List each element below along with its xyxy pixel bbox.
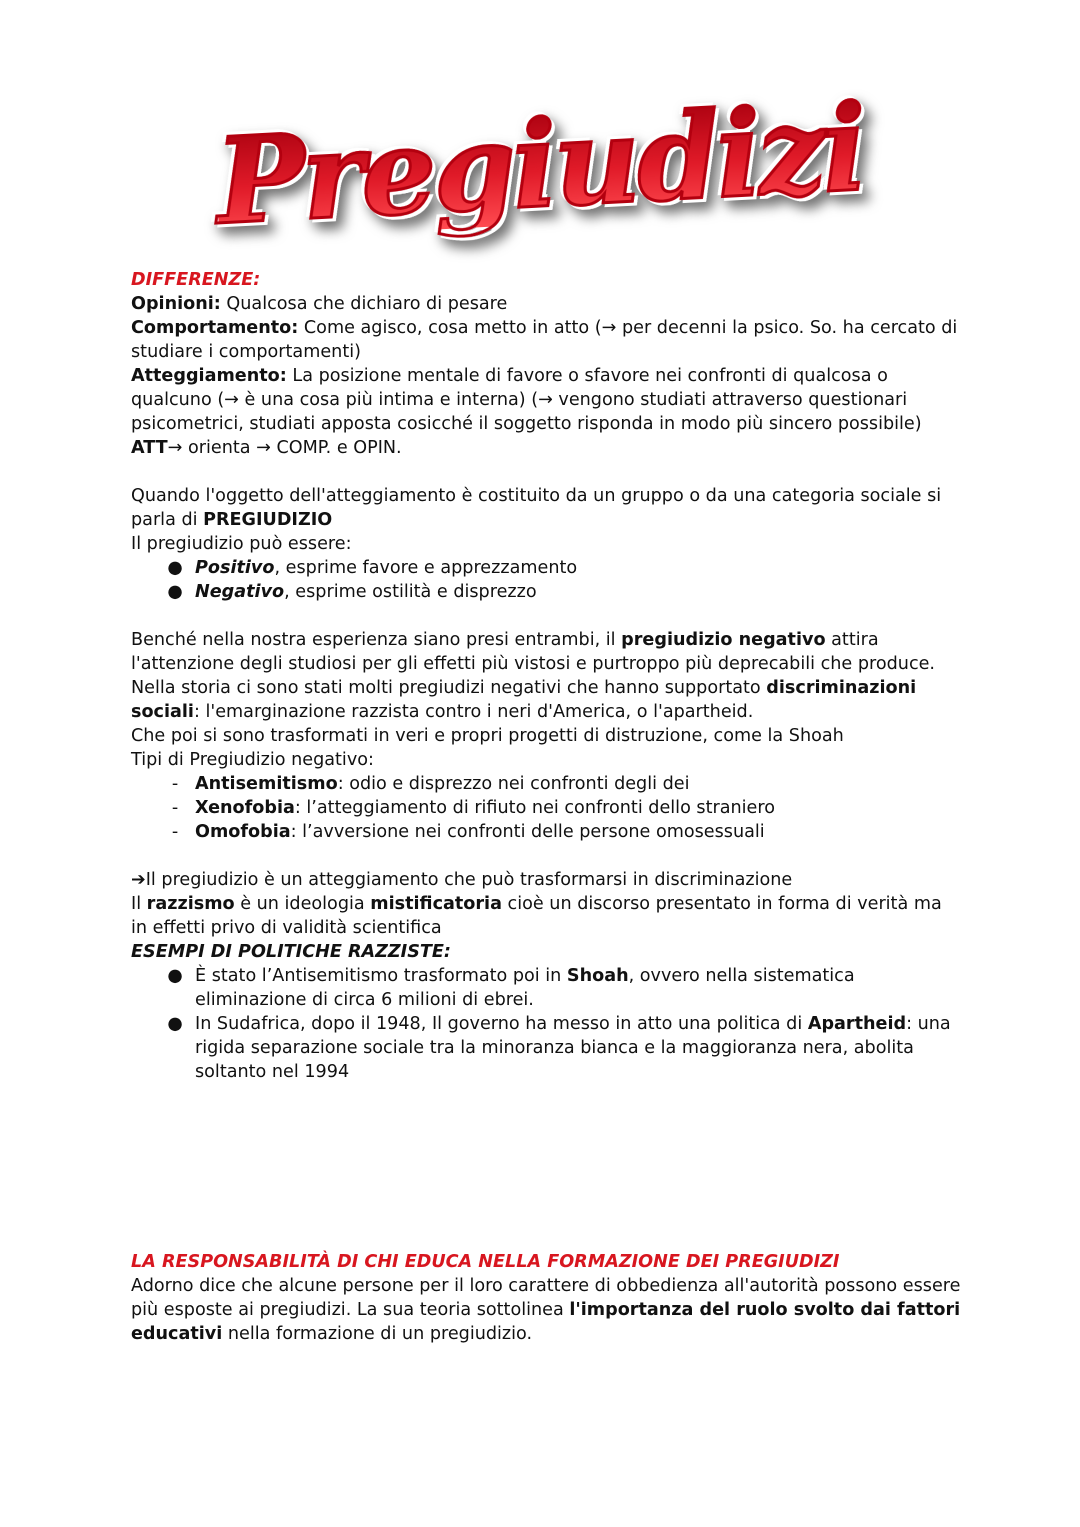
document-body (131, 268, 961, 1084)
term-mistificatoria: mistificatoria (370, 894, 502, 914)
term-shoah: Shoah (566, 966, 629, 986)
list-item (167, 964, 961, 1012)
item-text: : odio e disprezzo nei confronti degli dei (337, 774, 690, 794)
term-opinioni: Opinioni: (131, 294, 221, 314)
examples-list (131, 964, 961, 1084)
dash-icon: - (171, 822, 179, 842)
term-pregiudizio-negativo: pregiudizio negativo (621, 630, 826, 650)
text-comportamento: Come agisco, cosa metto in atto (→ per decenni la psico. So. ha cercato di studiare i comportamenti) (131, 318, 958, 362)
item-text: È stato l’Antisemitismo trasformato poi in (195, 966, 567, 986)
text-fragment: è un ideologia (234, 894, 371, 914)
razzismo-intro: ➔Il pregiudizio è un atteggiamento che può trasformarsi in discriminazione (131, 870, 793, 890)
item-text: , esprime favore e apprezzamento (274, 558, 578, 578)
term-att: ATT (131, 438, 168, 458)
text-fragment: Il (131, 894, 147, 914)
item-text: In Sudafrica, dopo il 1948, Il governo ha messo in atto una politica di (195, 1014, 808, 1034)
list-item (171, 796, 961, 820)
term-xenofobia: Xenofobia (195, 798, 295, 818)
text-fragment: Adorno dice che alcune persone per il loro carattere di obbedienza all'autorità possono essere più esposte ai pregiudizi. La sua teoria sottolinea (131, 1276, 961, 1320)
pregiudizio-types-list (131, 556, 961, 604)
term-positivo: Positivo (195, 558, 275, 578)
text-fragment: attira l'attenzione degli studiosi per gli effetti più vistosi e purtroppo più deprecabili che produce. Nella storia ci sono stati molti pregiudizi negativi che hanno supportato (131, 630, 936, 698)
item-text: , esprime ostilità e disprezzo (284, 582, 537, 602)
item-text: , ovvero nella sistematica eliminazione di circa 6 milioni di ebrei. (195, 966, 855, 1010)
list-item (171, 772, 961, 796)
att-summary (131, 436, 961, 460)
paragraph-negativo (131, 628, 961, 724)
item-text: : una rigida separazione sociale tra la minoranza bianca e la maggioranza nera, abolita soltanto nel 1994 (195, 1014, 951, 1082)
def-comportamento (131, 316, 961, 364)
heading-differenze: DIFFERENZE: (131, 270, 261, 290)
page-title: Pregiudizi (212, 78, 868, 251)
text-opinioni: Qualcosa che dichiaro di pesare (220, 294, 508, 314)
text-att: → orienta → COMP. e OPIN. (167, 438, 402, 458)
heading-esempi: ESEMPI DI POLITICHE RAZZISTE: (131, 942, 451, 962)
heading-responsabilita: LA RESPONSABILITÀ DI CHI EDUCA NELLA FORMAZIONE DEI PREGIUDIZI (131, 1252, 840, 1272)
dash-icon: - (171, 798, 179, 818)
text-fragment: nella formazione di un pregiudizio. (222, 1324, 533, 1344)
term-negativo: Negativo (195, 582, 285, 602)
definition-text: Quando l'oggetto dell'atteggiamento è costituito da un gruppo o da una categoria sociale si parla di (131, 486, 942, 530)
list-item (167, 580, 961, 604)
types-intro: Tipi di Pregiudizio negativo: (131, 750, 374, 770)
section-razzismo (131, 868, 961, 1084)
list-item (171, 820, 961, 844)
term-omofobia: Omofobia (195, 822, 291, 842)
term-pregiudizio: PREGIUDIZIO (203, 510, 333, 530)
paragraph-shoah: Che poi si sono trasformati in veri e propri progetti di distruzione, come la Shoah (131, 726, 844, 746)
term-comportamento: Comportamento: (131, 318, 299, 338)
bullet-icon: ● (167, 582, 183, 602)
def-atteggiamento (131, 364, 961, 436)
text-atteggiamento: La posizione mentale di favore o sfavore nei confronti di qualcosa o qualcuno (→ è una cosa più intima e interna) (→ vengono studiati attraverso questionari psicometrici, studiati apposta cosicché il soggetto risponda in modo più sincero possibile) (131, 366, 922, 434)
spacer (131, 460, 961, 484)
def-opinioni (131, 292, 961, 316)
pregiudizio-definition (131, 484, 961, 532)
item-text: : l’avversione nei confronti delle persone omosessuali (290, 822, 765, 842)
term-fattori-educativi: l'importanza del ruolo svolto dai fattori educativi (131, 1300, 961, 1344)
pregiudizio-intro: Il pregiudizio può essere: (131, 534, 352, 554)
bullet-icon: ● (167, 966, 183, 986)
title-banner (212, 70, 868, 260)
text-fragment: cioè un discorso presentato in forma di verità ma in effetti privo di validità scientifica (131, 894, 942, 938)
section-differenze (131, 268, 961, 460)
term-razzismo: razzismo (146, 894, 235, 914)
paragraph-adorno (131, 1274, 961, 1346)
section-pregiudizio-negativo (131, 628, 961, 844)
razzismo-definition (131, 892, 961, 940)
term-atteggiamento: Atteggiamento: (131, 366, 287, 386)
list-item (167, 556, 961, 580)
bullet-icon: ● (167, 558, 183, 578)
section-responsabilita (131, 1250, 961, 1346)
text-fragment: Benché nella nostra esperienza siano presi entrambi, il (131, 630, 622, 650)
term-antisemitismo: Antisemitismo (195, 774, 338, 794)
term-discriminazioni-sociali: discriminazioni sociali (131, 678, 917, 722)
spacer (131, 604, 961, 628)
term-apartheid: Apartheid (807, 1014, 907, 1034)
list-item (167, 1012, 961, 1084)
item-text: : l’atteggiamento di rifiuto nei confronti dello straniero (294, 798, 775, 818)
spacer (131, 844, 961, 868)
bullet-icon: ● (167, 1014, 183, 1034)
negative-types-list (131, 772, 961, 844)
text-fragment: : l'emarginazione razzista contro i neri d'America, o l'apartheid. (193, 702, 754, 722)
dash-icon: - (171, 774, 179, 794)
section-pregiudizio (131, 484, 961, 604)
